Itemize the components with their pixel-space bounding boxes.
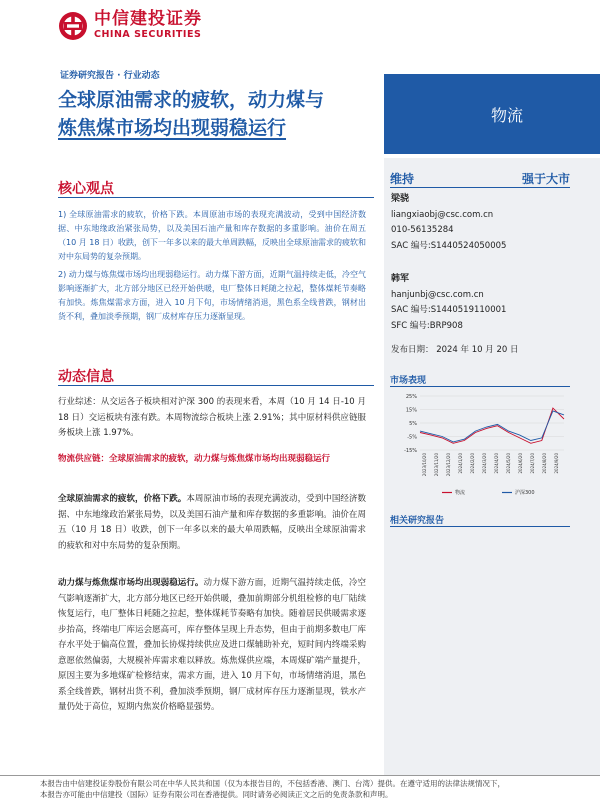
x-tick-label: 2024/8/20: [542, 453, 547, 474]
divider: [58, 197, 374, 198]
divider: [390, 187, 570, 188]
y-tick-label: 25%: [405, 394, 417, 400]
rating-row: [390, 170, 570, 187]
paragraph-text: 动力煤下游方面，近期气温持续走低，冷空气影响逐渐扩大，北方部分地区已经开始供暖，叠加前期部分机组检修的电厂陆续恢复运行，电厂整体日耗随之拉起，整体煤耗节奏略有加快。随着居民供暖需求逐步抬高，终端电厂库运会愿高可，库存整体呈现上升态势，但由于前期多数电厂库存水平处于偏高位置，叠加长协煤持续供应及进口煤辅助补充，短时间内终端采购意愿依然偏弱，大规模补库需求难以释放。炼焦煤供应端，本周煤矿端产量提升，原因主要为多地煤矿检修结束，需求方面，进入 10 月下旬，市场情绪消退，黑色系全线普跌，钢材出货不利，叠加淡季预期，钢厂成材库存压力逐渐显现，铁水产量仍处于高位，短期内焦炭价格略显强势。: [58, 578, 366, 712]
brand-logo: [58, 10, 202, 41]
paragraph-lead: 动力煤与炼焦煤市场均出现弱稳运行。: [58, 578, 204, 588]
report-type: 证券研究报告 · 行业动态: [60, 71, 160, 81]
paragraph-oil: [58, 492, 366, 554]
x-tick-label: 2024/2/20: [470, 453, 475, 474]
publish-date: 发布日期： 2024 年 10 月 20 日: [391, 345, 519, 355]
x-tick-label: 2024/7/20: [530, 453, 535, 474]
divider: [390, 526, 570, 527]
legend-label: 沪深300: [515, 490, 535, 496]
analyst-name: 韩军: [391, 274, 410, 284]
related-reports-title: 相关研究报告: [390, 516, 445, 526]
analyst-cert-sfc: SFC 编号:BRP908: [391, 320, 463, 331]
sector-banner: [384, 74, 600, 154]
footer-line: 本报告由中信建投证券股份有限公司在中华人民共和国（仅为本报告目的，不包括香港、澳门、台湾）提供。在遵守适用的法律法规情况下，: [40, 779, 505, 788]
analyst-email[interactable]: liangxiaobj@csc.com.cn: [391, 209, 494, 220]
core-point: 2) 动力煤与炼焦煤市场均出现弱稳运行。动力煤下游方面，近期气温持续走低，冷空气影响逐渐扩大，北方部分地区已经开始供暖，电厂整体日耗随之拉起，整体煤耗节奏略有加快。炼焦煤需求方面，进入 10 月下旬，市场情绪消退，黑色系全线普跌，钢材出货不利，叠加淡季预期，钢厂成材库存压力逐渐显现。: [58, 270, 366, 321]
brand-name-en: CHINA SECURITIES: [94, 29, 202, 40]
x-tick-label: 2024/5/20: [506, 453, 511, 474]
rating-action: 维持: [390, 172, 415, 186]
disclaimer-footer: [0, 775, 600, 800]
y-tick-label: 15%: [405, 407, 417, 414]
paragraph-text: 本周原油市场的表现充满波动，受到中国经济数据、中东地缘政治紧张局势，以及美国石油产量和库存数据的多重影响。油价在周五（10 月 18 日）收跌，创下一年多以来的最大单周跌幅，反映出全球原油需求的疲软和对中东局势的复杂预期。: [58, 494, 366, 551]
dynamic-info-title: 动态信息: [58, 369, 114, 385]
paragraph-lead: 全球原油需求的疲软，价格下跌。: [58, 494, 187, 504]
sector-label: 物流: [490, 105, 523, 125]
core-point: 1) 全球原油需求的疲软，价格下跌。本周原油市场的表现充满波动，受到中国经济数据、中东地缘政治紧张局势，以及美国石油产量和库存数据的多重影响。油价在周五（10 月 18 日）收跌，创下一年多以来的最大单周跌幅，反映出全球原油需求的疲软和对中东局势的复杂预期。: [58, 210, 366, 261]
x-tick-label: 2023/11/20: [434, 453, 439, 477]
x-tick-label: 2024/9/20: [554, 453, 559, 474]
divider: [390, 386, 570, 387]
y-tick-label: 5%: [409, 421, 417, 427]
analyst-name: 梁骁: [391, 194, 410, 204]
analyst-cert: SAC 编号:S1440524050005: [391, 240, 507, 251]
footer-line: 本报告亦可能由中信建投（国际）证券有限公司在香港提供。同时请务必阅读正文之后的免责条款和声明。: [40, 790, 393, 799]
paragraph-coal: [58, 576, 366, 716]
industry-overview: 行业综述：从交运各子板块相对沪深 300 的表现来看，本周（10 月 14 日-10 月 18 日）交运板块有涨有跌。本周物流综合板块上涨 2.91%；其中原材料供应链服务板块上涨 1.97%。: [58, 397, 366, 438]
market-performance-title: 市场表现: [390, 376, 427, 386]
supply-chain-heading: 物流供应链：全球原油需求的疲软，动力煤与炼焦煤市场均出现弱稳运行: [58, 454, 331, 464]
rating-value: 强于大市: [521, 172, 570, 186]
x-tick-label: 2023/10/20: [422, 453, 427, 477]
brand-name-cn: 中信建投证券: [94, 9, 202, 29]
analyst-card: [391, 192, 506, 254]
divider: [58, 385, 374, 386]
y-tick-label: -15%: [404, 448, 417, 454]
analyst-phone: 010-56135284: [391, 225, 454, 235]
analyst-cert: SAC 编号:S1440519110001: [391, 305, 507, 315]
x-tick-label: 2023/12/20: [446, 453, 451, 477]
report-title: [58, 86, 368, 142]
x-tick-label: 2024/4/20: [494, 453, 499, 474]
x-tick-label: 2024/3/20: [482, 453, 487, 474]
core-views-body: [58, 208, 366, 328]
report-title-line2: 炼焦煤市场均出现弱稳运行: [58, 117, 287, 139]
x-tick-label: 2024/6/20: [518, 453, 523, 474]
analyst-email[interactable]: hanjunbj@csc.com.cn: [391, 289, 484, 300]
x-tick-label: 2024/1/20: [458, 453, 463, 474]
market-performance-chart: [392, 390, 572, 500]
analyst-card: [391, 272, 506, 334]
series-line: [420, 411, 564, 442]
y-tick-label: -5%: [407, 434, 417, 441]
legend-label: 物流: [455, 490, 466, 496]
report-title-line1: 全球原油需求的疲软，动力煤与: [58, 89, 325, 111]
brand-mark-icon: [58, 11, 88, 41]
core-views-title: 核心观点: [58, 181, 114, 197]
